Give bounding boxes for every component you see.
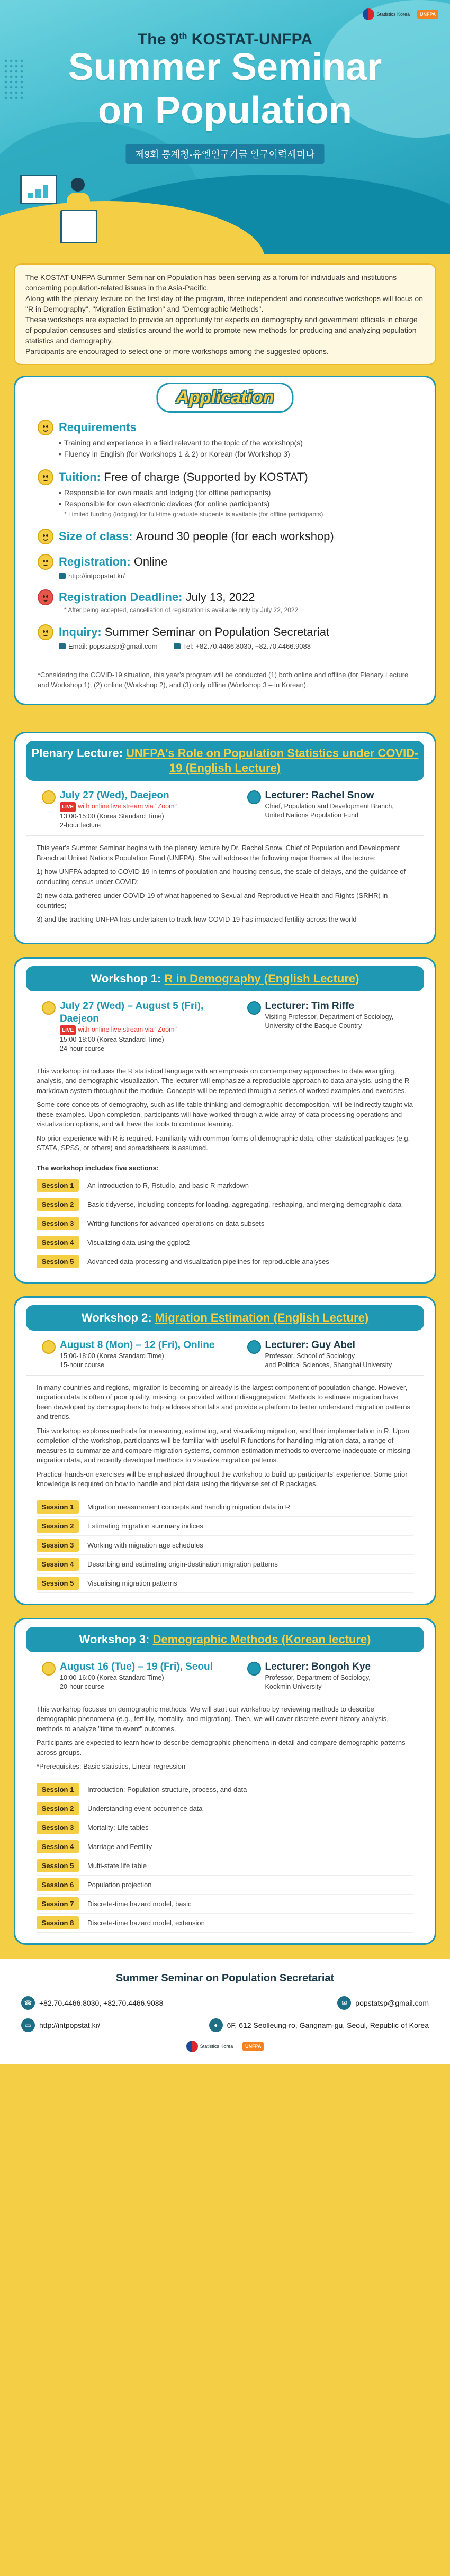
workshop3-meta: August 16 (Tue) – 19 (Fri), Seoul 10:00-16:00 (Korea Standard Time) 20-hour course Lecturer: Bongoh Kye Professor, Department of Sociology, Kookmin University — [26, 1652, 424, 1697]
smiley-icon — [38, 420, 53, 435]
session-row: Session 3 Writing functions for advanced operations on data subsets — [37, 1214, 413, 1233]
workshop1-description: This workshop introduces the R statistical language with an emphasis on contemporary approaches to data wrangling, analysis, and demographic visualization. The lecturer will emphasize a reproducible approach to data analysis, using the R markdown system throughout the module. Concepts will be repeated through a series of worked examples and exercises. Some core concepts of demography, such as life-table thinking and demographic decomposition, will be indirectly taught via these examples. Upon completion, participants will have worked through a wide array of data processing operations and visualization options, and will have the tools to continue learning. No prior experience with R is required. Familiarity with common forms of demographic data, other statistical packages (e.g. STATA, SPSS, or others) and spreadsheets is assumed. — [37, 1067, 413, 1152]
plenary-title: Plenary Lecture: UNFPA's Role on Population Statistics under COVID-19 (English Lecture) — [26, 741, 424, 781]
smiley-icon — [38, 624, 53, 640]
location-icon: ● — [209, 2018, 223, 2032]
live-badge: LIVE — [60, 1025, 76, 1035]
monitor-icon — [59, 573, 66, 579]
list-item: • Responsible for own meals and lodging (for offline participants) — [59, 487, 412, 498]
deadline-note: * After being accepted, cancellation of registration is available only by July 22, 2022 — [64, 606, 299, 614]
workshop1-card — [14, 957, 436, 1284]
list-item: • Training and experience in a field relevant to the topic of the workshop(s) — [59, 438, 412, 449]
kostat-logo-icon — [186, 2041, 198, 2052]
list-item: • Fluency in English (for Workshops 1 & 2) or Korean (for Workshop 3) — [59, 449, 412, 460]
hero-subtitle: The 9th KOSTAT-UNFPA — [137, 31, 313, 48]
phone-icon — [174, 643, 181, 649]
workshop2-title: Workshop 2: Migration Estimation (English Lecture) — [26, 1305, 424, 1331]
workshop2-card — [14, 1296, 436, 1605]
header-logos — [363, 8, 438, 20]
speaker-head-icon — [71, 178, 85, 192]
session-row: Session 4 Describing and estimating origin-destination migration patterns — [37, 1555, 413, 1574]
workshop1-title: Workshop 1: R in Demography (English Lecture) — [26, 966, 424, 991]
intro-paragraph: These workshops are expected to provide an opportunity for experts on demography and government officials in charge of population censuses and statistics around the world to promote new methods for producing and analyzing population statistics and demography. — [25, 315, 418, 345]
sessions-heading: The workshop includes five sections: — [37, 1163, 159, 1172]
application-heading: Application — [156, 383, 293, 413]
intro-paragraph: The KOSTAT-UNFPA Summer Seminar on Population has been serving as a forum for individuals and institutions concerning population-related issues in the Asia-Pacific. — [25, 273, 397, 292]
unfpa-logo — [417, 10, 438, 19]
smiley-icon — [38, 554, 53, 570]
podium-icon — [60, 210, 97, 243]
session-row: Session 5 Multi-state life table — [37, 1856, 413, 1876]
unfpa-logo-icon: UNFPA — [242, 2042, 264, 2051]
session-row: Session 4 Marriage and Fertility — [37, 1837, 413, 1856]
workshop3-sessions — [15, 1779, 435, 1933]
session-row: Session 1 Introduction: Population structure, process, and data — [37, 1780, 413, 1799]
smiley-icon — [38, 589, 53, 605]
inquiry-email[interactable]: Email: popstatsp@gmail.com — [59, 642, 158, 650]
kostat-logo: Statistics Korea — [186, 2041, 233, 2052]
workshop2-description: In many countries and regions, migration is becoming or already is the largest component of population change. However, migration data is often of poor quality, missing, or provided without disaggregation. Methods to estimate migration have been developed by demographers to help address shortfalls and provide a platform to better understand migration patterns and trends. This workshop explores methods for measuring, estimating, and visualizing migration, and their implementation in R. Upon completion of the workshop, participants will be familiar with useful R functions for handling migration data, a range of measures to summarize and compare migration systems, common estimation methods to overcome inadequate or missing migration data, and recently developed methods to visualize migration patterns. Practical hands-on exercises will be emphasized throughout the workshop to build up participants' experience. Some prior knowledge is required on how to handle and plot data using the tidyverse set of R packages. — [37, 1383, 411, 1488]
intro-box — [14, 263, 436, 365]
session-row: Session 8 Discrete-time hazard model, extension — [37, 1914, 413, 1933]
workshop1-sessions — [15, 1175, 435, 1271]
footer-website[interactable]: ▭ http://intpopstat.kr/ — [21, 2018, 100, 2032]
deadline-item: Registration Deadline: July 13, 2022 * After being accepted, cancellation of registration is available only by July 22, 2022 — [38, 589, 412, 615]
workshop1-meta: July 27 (Wed) – August 5 (Fri), Daejeon LIVE with online live stream via "Zoom" 15:00-18:00 (Korea Standard Time) 24-hour course Lecturer: Tim Riffe Visiting Professor, Department of Sociology, University of the Basque Country — [26, 991, 424, 1059]
unfpa-logo — [242, 2041, 264, 2052]
session-row: Session 2 Understanding event-occurrence data — [37, 1799, 413, 1818]
lecturer-icon — [247, 790, 261, 804]
plenary-meta: July 27 (Wed), Daejeon LIVE with online live stream via "Zoom" 13:00-15:00 (Korea Standard Time) 2-hour lecture Lecturer: Rachel Snow Chief, Population and Development Branch, United Nations Population Fund — [26, 781, 424, 836]
plenary-description: This year's Summer Seminar begins with the plenary lecture by Dr. Rachel Snow, Chief of Population and Development Branch at United Nations Population Fund (UNFPA). She will address the following major themes at the lecture: 1) how UNFPA adapted to COVID-19 in terms of population and housing census, the scale of delays, and the guidance of conducting census under COVID; 2) new data gathered under COVID-19 of what happened to Sexual and Reproductive Health and Rights (SRHR) in countries; 3) and the tracking UNFPA has undertaken to track how COVID-19 has impacted fertility across the world — [37, 844, 406, 923]
class-size-item: Size of class: Around 30 people (for each workshop) — [38, 529, 412, 544]
application-card — [14, 376, 436, 705]
footer — [0, 1959, 450, 2064]
calendar-icon — [42, 1001, 56, 1015]
covid-footnote: *Considering the COVID-19 situation, this year's program will be conducted (1) both online and offline (for Plenary Lecture and Workshop 1), (2) online (Workshop 2), and (3) only offline (Workshop 3 – in Korean). — [38, 671, 409, 689]
footer-email[interactable]: ✉ popstatsp@gmail.com — [337, 1996, 429, 2010]
hero-banner — [0, 0, 450, 254]
tuition-item: Tuition: Free of charge (Supported by KOSTAT) • Responsible for own meals and lodging (for offline participants) • Responsible for own electronic devices (for online participants) * Limited funding (lodging) for full-time graduate students is available (for offline participants) — [38, 469, 412, 519]
inquiry-phone: Tel: +82.70.4466.8030, +82.70.4466.9088 — [174, 642, 311, 650]
workshop3-description: This workshop focuses on demographic methods. We will start our workshop by reviewing methods to describe demographic phenomena (e.g., fertility, mortality, and migration). Then, we will cover discrete event history analysis, methods to analyze "time to event" outcomes. Participants are expected to learn how to describe demographic phenomena in detail and compare demographic patterns across groups. *Prerequisites: Basic statistics, Linear regression — [37, 1705, 406, 1770]
session-row: Session 3 Working with migration age schedules — [37, 1536, 413, 1555]
email-icon: ✉ — [337, 1996, 351, 2010]
session-row: Session 3 Mortality: Life tables — [37, 1818, 413, 1837]
session-row: Session 5 Advanced data processing and visualization pipelines for reproducible analyses — [37, 1252, 413, 1271]
session-row: Session 7 Discrete-time hazard model, basic — [37, 1895, 413, 1914]
footer-address: ● 6F, 612 Seolleung-ro, Gangnam-gu, Seoul, Republic of Korea — [209, 2018, 429, 2032]
intro-paragraph: Along with the plenary lecture on the first day of the program, three independent and consecutive workshops will focus on "R in Demography", "Migration Estimation" and "Demographic Methods". — [25, 294, 423, 313]
intro-paragraph: Participants are encouraged to select one or more workshops among the suggested options. — [25, 347, 329, 356]
workshop2-meta: August 8 (Mon) – 12 (Fri), Online 15:00-18:00 (Korea Standard Time) 15-hour course Lecturer: Guy Abel Professor, School of Sociology and Political Sciences, Shanghai University — [26, 1331, 424, 1376]
session-row: Session 4 Visualizing data using the ggplot2 — [37, 1233, 413, 1252]
registration-link[interactable]: http://intpopstat.kr/ — [59, 572, 125, 580]
lecturer-icon — [247, 1662, 261, 1676]
program-section — [0, 732, 450, 1945]
calendar-icon — [42, 1662, 56, 1676]
session-row: Session 1 An introduction to R, Rstudio, and basic R markdown — [37, 1176, 413, 1195]
session-row: Session 2 Estimating migration summary indices — [37, 1517, 413, 1536]
footer-logos — [21, 2041, 429, 2052]
kostat-logo-icon — [363, 8, 374, 20]
tuition-note: * Limited funding (lodging) for full-time graduate students is available (for offline participants) — [64, 511, 323, 518]
kostat-logo: Statistics Korea — [363, 8, 410, 20]
inquiry-item: Inquiry: Summer Seminar on Population Secretariat Email: popstatsp@gmail.com Tel: +82.70.4466.8030, +82.70.4466.9088 — [38, 624, 412, 650]
session-row: Session 1 Migration measurement concepts and handling migration data in R — [37, 1498, 413, 1517]
hero-title: Summer Seminar on Population — [68, 46, 382, 132]
workshop2-sessions — [15, 1497, 435, 1593]
calendar-icon — [42, 790, 56, 804]
session-row: Session 2 Basic tidyverse, including concepts for loading, aggregating, reshaping, and merging demographic data — [37, 1195, 413, 1214]
monitor-icon: ▭ — [21, 2018, 35, 2032]
session-row: Session 5 Visualising migration patterns — [37, 1574, 413, 1593]
lecturer-icon — [247, 1001, 261, 1015]
phone-icon: ☎ — [21, 1996, 35, 2010]
lecturer-icon — [247, 1340, 261, 1354]
email-icon — [59, 643, 66, 649]
requirements-item: Requirements • Training and experience in a field relevant to the topic of the workshop(s) • Fluency in English (for Workshops 1 & 2) or Korean (for Workshop 3) — [38, 420, 412, 460]
smiley-icon — [38, 529, 53, 544]
list-item: • Responsible for own electronic devices (for online participants) — [59, 498, 412, 509]
registration-item: Registration: Online http://intpopstat.kr/ — [38, 554, 412, 580]
footer-phone: ☎ +82.70.4466.8030, +82.70.4466.9088 — [21, 1996, 163, 2010]
hero-korean-title: 제9회 통계청-유엔인구기금 인구이력세미나 — [126, 144, 325, 164]
live-badge: LIVE — [60, 802, 76, 812]
smiley-icon — [38, 469, 53, 485]
workshop3-title: Workshop 3: Demographic Methods (Korean lecture) — [26, 1627, 424, 1652]
calendar-icon — [42, 1340, 56, 1354]
speaker-illustration — [20, 175, 105, 243]
session-row: Session 6 Population projection — [37, 1876, 413, 1895]
unfpa-logo-icon: UNFPA — [417, 10, 438, 19]
footer-title: Summer Seminar on Population Secretariat — [115, 1972, 335, 1984]
workshop3-card — [14, 1618, 436, 1945]
plenary-card — [14, 732, 436, 944]
chart-board-icon — [20, 175, 57, 204]
